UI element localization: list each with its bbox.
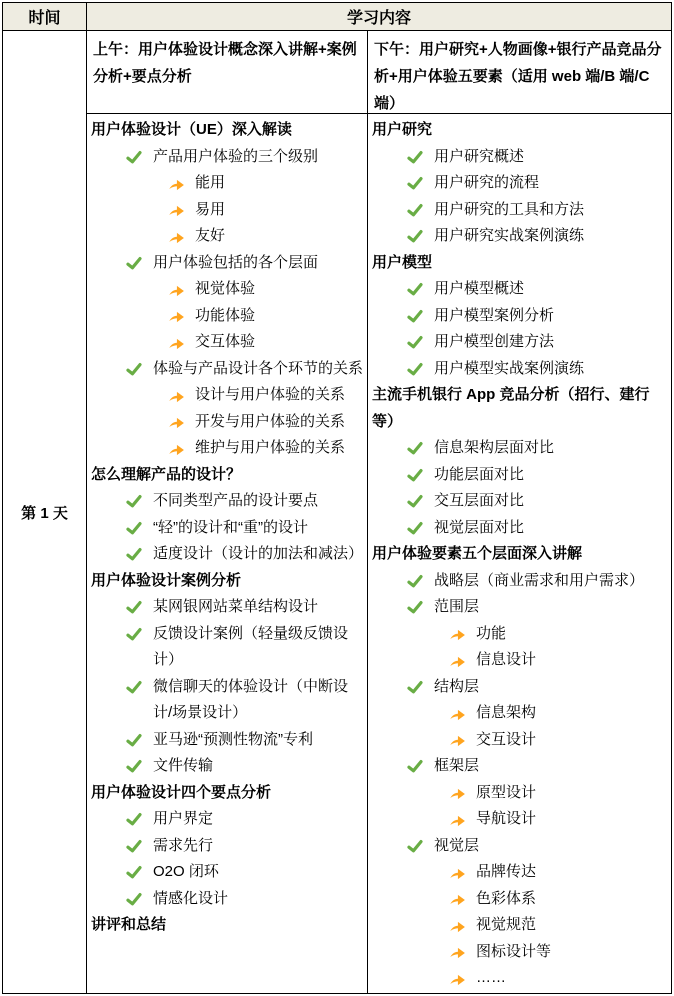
item-text: 微信聊天的体验设计（中断设计/场景设计） xyxy=(153,677,349,721)
item-text: 交互设计 xyxy=(476,730,537,748)
item-text: 结构层 xyxy=(434,677,480,695)
arrow-sub-item xyxy=(368,912,671,939)
morning-subtitle: 上午：用户体验设计概念深入讲解+案例分析+要点分析 xyxy=(93,41,357,85)
item-text: 信息架构 xyxy=(476,704,537,721)
check-list-item xyxy=(368,435,671,462)
section-heading xyxy=(87,912,367,939)
item-text: 开发与用户体验的关系 xyxy=(195,412,346,430)
check-icon xyxy=(406,753,424,780)
item-text: 易用 xyxy=(195,200,226,218)
check-icon xyxy=(406,488,424,515)
item-text: 适度设计（设计的加法和减法） xyxy=(153,545,364,562)
check-list-item xyxy=(368,276,671,303)
arrow-sub-item xyxy=(368,965,671,992)
arrow-icon xyxy=(448,859,466,886)
arrow-icon xyxy=(448,647,466,674)
arrow-sub-item xyxy=(87,170,367,197)
arrow-icon xyxy=(167,382,185,409)
check-list-item xyxy=(368,144,671,171)
check-icon xyxy=(125,753,143,780)
item-text: 功能 xyxy=(476,624,507,642)
item-text: 用户研究 xyxy=(372,121,433,138)
day-label: 第 1 天 xyxy=(21,504,68,522)
item-text: 用户研究实战案例演练 xyxy=(434,227,585,244)
item-text: …… xyxy=(476,969,506,986)
arrow-sub-item xyxy=(368,939,671,966)
item-text: 视觉层面对比 xyxy=(434,518,525,536)
section-heading xyxy=(368,250,671,277)
afternoon-subtitle-cell xyxy=(368,31,671,114)
check-list-item xyxy=(87,515,367,542)
check-icon xyxy=(125,833,143,860)
item-text: 用户体验包括的各个层面 xyxy=(153,253,319,271)
check-icon xyxy=(125,806,143,833)
item-text: 怎么理解产品的设计？ xyxy=(91,465,242,483)
check-icon xyxy=(406,329,424,356)
item-text: 产品用户体验的三个级别 xyxy=(153,147,319,165)
item-text: 战略层（商业需求和用户需求） xyxy=(434,571,645,589)
check-list-item xyxy=(87,356,367,383)
check-icon xyxy=(406,170,424,197)
check-icon xyxy=(125,144,143,171)
arrow-icon xyxy=(167,329,185,356)
check-icon xyxy=(406,197,424,224)
arrow-icon xyxy=(167,170,185,197)
item-text: 用户体验设计四个要点分析 xyxy=(91,783,272,801)
check-list-item xyxy=(368,488,671,515)
check-list-item xyxy=(87,144,367,171)
arrow-icon xyxy=(448,727,466,754)
check-icon xyxy=(125,356,143,383)
check-icon xyxy=(406,674,424,701)
training-schedule-table xyxy=(2,2,672,994)
arrow-icon xyxy=(167,197,185,224)
item-text: 视觉层 xyxy=(434,836,480,854)
check-icon xyxy=(406,515,424,542)
item-text: 图标设计等 xyxy=(476,942,552,960)
morning-content-cell xyxy=(87,114,368,993)
item-text: 某网银网站菜单结构设计 xyxy=(153,598,319,615)
item-text: 功能层面对比 xyxy=(434,465,525,483)
arrow-icon xyxy=(167,409,185,436)
arrow-icon xyxy=(448,886,466,913)
item-text: 原型设计 xyxy=(476,783,537,801)
check-list-item xyxy=(368,753,671,780)
section-heading xyxy=(87,117,367,144)
item-text: 范围层 xyxy=(434,598,480,615)
arrow-sub-item xyxy=(87,303,367,330)
check-list-item xyxy=(368,515,671,542)
check-list-item xyxy=(87,806,367,833)
check-icon xyxy=(125,621,143,648)
arrow-icon xyxy=(448,700,466,727)
check-list-item xyxy=(87,727,367,754)
item-text: 友好 xyxy=(195,227,226,244)
item-text: 设计与用户体验的关系 xyxy=(195,386,346,403)
item-text: 用户研究概述 xyxy=(434,147,525,165)
section-heading xyxy=(87,780,367,807)
item-text: 需求先行 xyxy=(153,836,214,854)
item-text: 用户体验设计（UE）深入解读 xyxy=(91,121,292,138)
arrow-sub-item xyxy=(87,435,367,462)
section-heading xyxy=(368,382,671,435)
arrow-sub-item xyxy=(87,223,367,250)
item-text: 功能体验 xyxy=(195,306,256,324)
item-text: 维护与用户体验的关系 xyxy=(195,439,346,456)
afternoon-subtitle: 下午：用户研究+人物画像+银行产品竞品分析+用户体验五要素（适用 web 端/B 端/C 端） xyxy=(374,41,662,112)
arrow-sub-item xyxy=(368,886,671,913)
arrow-sub-item xyxy=(368,727,671,754)
item-text: 框架层 xyxy=(434,757,480,774)
arrow-sub-item xyxy=(87,329,367,356)
check-list-item xyxy=(368,356,671,383)
arrow-icon xyxy=(167,435,185,462)
check-icon xyxy=(125,541,143,568)
check-icon xyxy=(406,435,424,462)
check-icon xyxy=(406,594,424,621)
arrow-icon xyxy=(448,621,466,648)
item-text: 信息设计 xyxy=(476,651,537,668)
item-text: 主流手机银行 App 竞品分析（招行、建行等） xyxy=(372,386,650,430)
arrow-icon xyxy=(167,303,185,330)
arrow-icon xyxy=(167,276,185,303)
header-cell-content xyxy=(87,3,671,31)
header-time-label: 时间 xyxy=(28,10,61,27)
check-list-item xyxy=(368,833,671,860)
morning-subtitle-cell xyxy=(87,31,368,114)
section-heading xyxy=(87,462,367,489)
item-text: 用户研究的工具和方法 xyxy=(434,200,585,218)
item-text: 讲评和总结 xyxy=(91,916,167,933)
check-list-item xyxy=(87,250,367,277)
arrow-sub-item xyxy=(87,382,367,409)
section-heading xyxy=(87,568,367,595)
check-icon xyxy=(125,250,143,277)
item-text: 不同类型产品的设计要点 xyxy=(153,492,319,509)
check-list-item xyxy=(368,594,671,621)
check-list-item xyxy=(87,886,367,913)
arrow-icon xyxy=(448,939,466,966)
item-text: 视觉体验 xyxy=(195,280,256,297)
arrow-icon xyxy=(448,965,466,992)
arrow-icon xyxy=(167,223,185,250)
arrow-sub-item xyxy=(368,700,671,727)
item-text: 视觉规范 xyxy=(476,916,537,933)
check-list-item xyxy=(87,859,367,886)
arrow-sub-item xyxy=(368,647,671,674)
check-icon xyxy=(406,568,424,595)
day-cell xyxy=(3,31,87,993)
arrow-sub-item xyxy=(87,197,367,224)
check-icon xyxy=(406,276,424,303)
arrow-sub-item xyxy=(368,780,671,807)
arrow-sub-item xyxy=(87,409,367,436)
check-icon xyxy=(125,727,143,754)
check-list-item xyxy=(87,674,367,727)
item-text: 交互体验 xyxy=(195,333,256,350)
item-text: 用户模型实战案例演练 xyxy=(434,359,585,377)
item-text: 情感化设计 xyxy=(153,889,229,907)
check-icon xyxy=(406,356,424,383)
check-list-item xyxy=(87,488,367,515)
check-icon xyxy=(406,223,424,250)
item-text: 用户模型 xyxy=(372,253,433,271)
check-icon xyxy=(125,886,143,913)
item-text: 能用 xyxy=(195,174,226,191)
check-list-item xyxy=(368,568,671,595)
item-text: 导航设计 xyxy=(476,810,537,827)
check-icon xyxy=(125,674,143,701)
item-text: 文件传输 xyxy=(153,757,214,774)
arrow-sub-item xyxy=(87,276,367,303)
check-list-item xyxy=(368,303,671,330)
check-icon xyxy=(125,859,143,886)
check-list-item xyxy=(87,753,367,780)
check-list-item xyxy=(368,674,671,701)
item-text: O2O 闭环 xyxy=(153,863,219,880)
arrow-sub-item xyxy=(368,621,671,648)
arrow-sub-item xyxy=(368,806,671,833)
item-text: 交互层面对比 xyxy=(434,492,525,509)
arrow-icon xyxy=(448,912,466,939)
item-text: 用户模型案例分析 xyxy=(434,306,555,324)
header-content-label: 学习内容 xyxy=(346,10,411,27)
check-list-item xyxy=(368,329,671,356)
item-text: 信息架构层面对比 xyxy=(434,439,555,456)
check-icon xyxy=(125,488,143,515)
check-icon xyxy=(406,303,424,330)
item-text: “轻”的设计和“重”的设计 xyxy=(153,518,308,536)
check-list-item xyxy=(87,621,367,674)
header-cell-time xyxy=(3,3,87,31)
item-text: 品牌传达 xyxy=(476,863,537,880)
item-text: 用户界定 xyxy=(153,810,214,827)
item-text: 用户模型概述 xyxy=(434,280,525,297)
section-heading xyxy=(368,541,671,568)
check-list-item xyxy=(87,541,367,568)
check-icon xyxy=(406,144,424,171)
afternoon-content-cell xyxy=(368,114,671,993)
check-list-item xyxy=(87,594,367,621)
item-text: 用户体验要素五个层面深入讲解 xyxy=(372,545,583,562)
check-icon xyxy=(406,462,424,489)
item-text: 反馈设计案例（轻量级反馈设计） xyxy=(153,624,349,668)
check-list-item xyxy=(368,170,671,197)
check-list-item xyxy=(368,462,671,489)
check-icon xyxy=(406,833,424,860)
item-text: 用户体验设计案例分析 xyxy=(91,571,242,589)
item-text: 用户模型创建方法 xyxy=(434,333,555,350)
item-text: 色彩体系 xyxy=(476,889,537,907)
arrow-sub-item xyxy=(368,859,671,886)
arrow-icon xyxy=(448,780,466,807)
section-heading xyxy=(368,117,671,144)
item-text: 用户研究的流程 xyxy=(434,174,540,191)
item-text: 体验与产品设计各个环节的关系 xyxy=(153,359,364,377)
check-icon xyxy=(125,594,143,621)
check-list-item xyxy=(368,197,671,224)
arrow-icon xyxy=(448,806,466,833)
check-list-item xyxy=(87,833,367,860)
check-icon xyxy=(125,515,143,542)
check-list-item xyxy=(368,223,671,250)
item-text: 亚马逊“预测性物流”专利 xyxy=(153,730,313,748)
